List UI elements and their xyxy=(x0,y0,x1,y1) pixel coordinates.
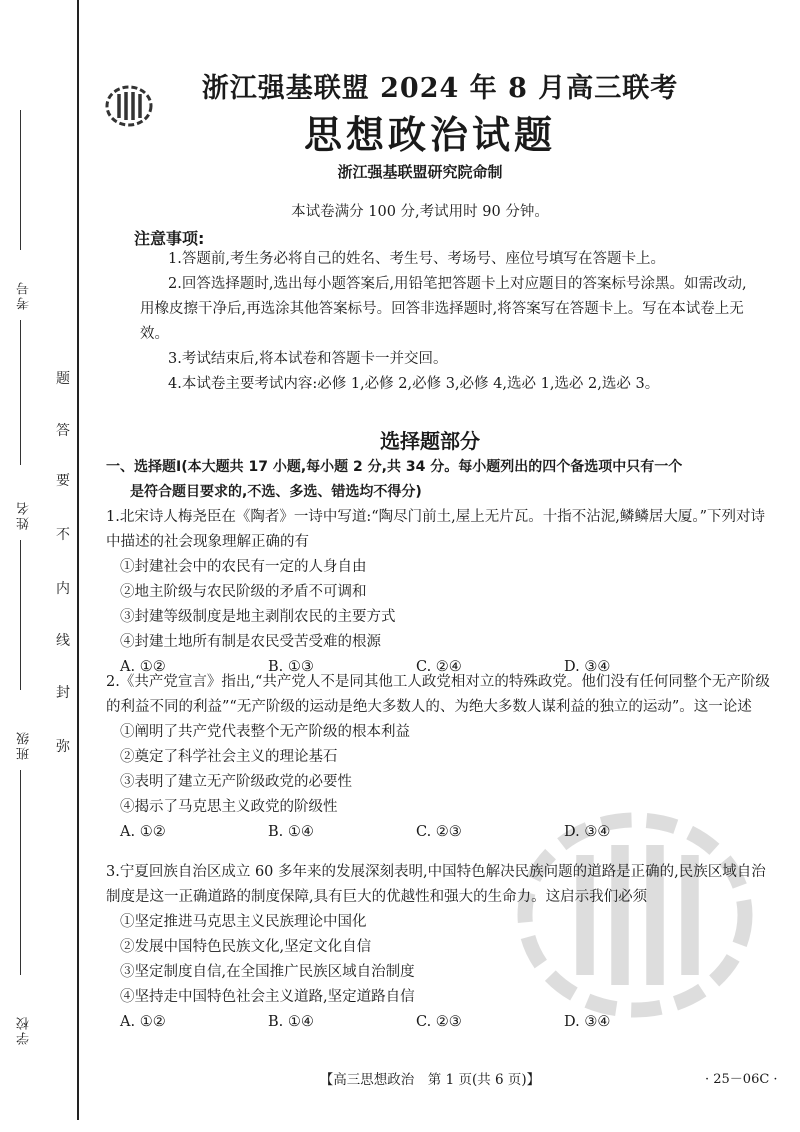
exam-number-label: 考号 xyxy=(17,280,32,310)
choice-c[interactable]: C. ②③ xyxy=(416,824,462,840)
notice-item-4: 4.本试卷主要考试内容:必修 1,必修 2,必修 3,必修 4,选必 1,选必 2,选必 3。 xyxy=(168,376,660,392)
seal-char: 题 xyxy=(56,371,70,387)
statement: ③表明了建立无产阶级政党的必要性 xyxy=(120,774,352,790)
choice-b[interactable]: B. ①④ xyxy=(268,1014,314,1030)
question-stem: 1.北宋诗人梅尧臣在《陶者》一诗中写道:“陶尽门前土,屋上无片瓦。十指不沾泥,鳞鳞居大厦。”下列对诗中描述的社会现象理解正确的有 xyxy=(106,509,766,550)
statement: ③封建等级制度是地主剥削农民的主要方式 xyxy=(120,609,396,625)
statement: ④封建土地所有制是农民受苦受难的根源 xyxy=(120,634,381,650)
answer-choices xyxy=(106,1010,776,1035)
section-title: 选择题部分 xyxy=(380,429,480,453)
statement: ②地主阶级与农民阶级的矛盾不可调和 xyxy=(120,584,367,600)
answer-choices xyxy=(106,820,776,845)
question-1 xyxy=(106,505,776,680)
school-blank[interactable] xyxy=(20,770,21,975)
choice-d[interactable]: D. ③④ xyxy=(564,1014,611,1030)
choice-b[interactable]: B. ①④ xyxy=(268,824,314,840)
maker-line: 浙江强基联盟研究院命制 xyxy=(337,163,503,181)
statement: ④坚持走中国特色社会主义道路,坚定道路自信 xyxy=(120,989,415,1005)
page-footer: 【高三思想政治 第 1 页(共 6 页)】 xyxy=(319,1072,541,1088)
statement: ③坚定制度自信,在全国推广民族区域自治制度 xyxy=(120,964,415,980)
notice-heading: 注意事项: xyxy=(134,229,205,248)
score-time-line: 本试卷满分 100 分,考试用时 90 分钟。 xyxy=(291,204,549,220)
class-label: 班级 xyxy=(17,730,32,760)
question-stem: 2.《共产党宣言》指出,“共产党人不是同其他工人政党相对立的特殊政党。他们没有任何同整个无产阶级的利益不同的利益”“无产阶级的运动是绝大多数人的、为绝大多数人谋利益的独立的运动”。这一论述 xyxy=(106,674,770,715)
school-label: 学校 xyxy=(17,1015,32,1045)
statement: ②奠定了科学社会主义的理论基石 xyxy=(120,749,338,765)
choice-c[interactable]: C. ②③ xyxy=(416,1014,462,1030)
question-2 xyxy=(106,670,776,845)
notice-item-2: 2.回答选择题时,选出每小题答案后,用铅笔把答题卡上对应题目的答案标号涂黑。如需改动,用橡皮擦干净后,再选涂其他答案标号。回答非选择题时,将答案写在答题卡上。写在本试卷上无效。 xyxy=(140,276,747,342)
notice-item-3: 3.考试结束后,将本试卷和答题卡一并交回。 xyxy=(168,351,448,367)
statement: ④揭示了马克思主义政党的阶级性 xyxy=(120,799,338,815)
choice-a[interactable]: A. ①② xyxy=(120,824,166,840)
statement: ②发展中国特色民族文化,坚定文化自信 xyxy=(120,939,372,955)
choice-d[interactable]: D. ③④ xyxy=(564,659,611,675)
instruction-line: 是符合题目要求的,不选、多选、错选均不得分) xyxy=(130,484,422,500)
seal-char: 线 xyxy=(56,633,70,649)
seal-char: 答 xyxy=(56,423,70,439)
statement: ①阐明了共产党代表整个无产阶级的根本利益 xyxy=(120,724,410,740)
question-stem: 3.宁夏回族自治区成立 60 多年来的发展深刻表明,中国特色解决民族问题的道路是正确的,民族区域自治制度是这一正确道路的制度保障,具有巨大的优越性和强大的生命力。这启示我们必须 xyxy=(106,864,766,905)
section-instruction xyxy=(106,455,776,505)
statement: ①坚定推进马克思主义民族理论中国化 xyxy=(120,914,367,930)
exam-title: 浙江强基联盟 2024 年 8 月高三联考 xyxy=(201,73,679,104)
notice-item-1: 1.答题前,考生务必将自己的姓名、考生号、考场号、座位号填写在答题卡上。 xyxy=(168,251,665,267)
subject-title: 思想政治试题 xyxy=(303,112,556,157)
name-label: 姓名 xyxy=(17,500,32,530)
instruction-line: 一、选择题Ⅰ(本大题共 17 小题,每小题 2 分,共 34 分。每小题列出的四个备选项中只有一个 xyxy=(106,459,683,475)
choice-c[interactable]: C. ②④ xyxy=(416,659,462,675)
class-blank[interactable] xyxy=(20,540,21,690)
seal-char: 内 xyxy=(56,581,70,597)
choice-d[interactable]: D. ③④ xyxy=(564,824,611,840)
choice-a[interactable]: A. ①② xyxy=(120,1014,166,1030)
paper-code: · 25－06C · xyxy=(705,1072,778,1087)
seal-char: 不 xyxy=(56,527,70,543)
statement: ①封建社会中的农民有一定的人身自由 xyxy=(120,559,367,575)
question-3 xyxy=(106,860,776,1035)
choice-a[interactable]: A. ①② xyxy=(120,659,166,675)
seal-char: 要 xyxy=(56,473,70,489)
choice-b[interactable]: B. ①③ xyxy=(268,659,314,675)
seal-char: 封 xyxy=(56,685,70,701)
seal-char: 弥 xyxy=(56,739,70,755)
